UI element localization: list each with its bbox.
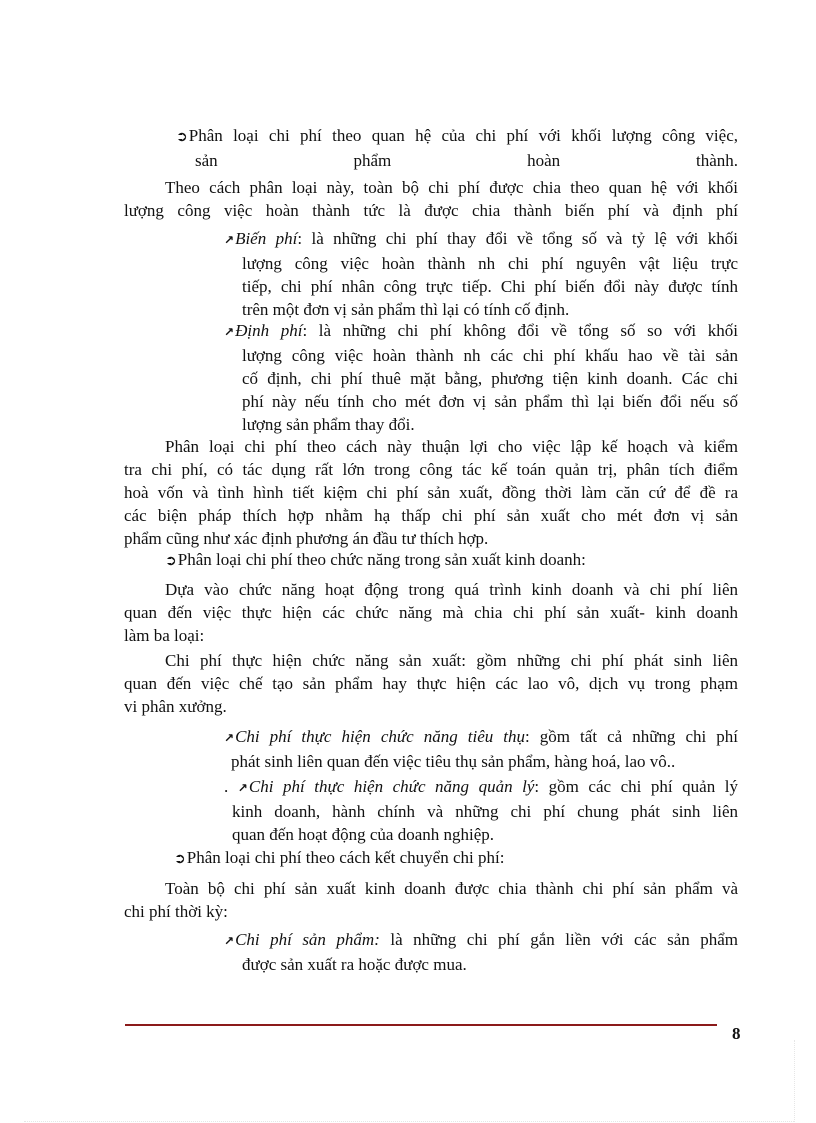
paragraph-cost-behavior-benefits: Phân loại chi phí theo cách này thuận lợi cho việc lập kế hoạch và kiểm tra chi phí, có tác dụng rất lớn trong công tác kế toán quản trị, phân tích điểm hoà vốn và tình hình tiết kiệm chi phí sản xuất, đồng thời làm căn cứ để đề ra các biện pháp thích hợp nhằm hạ thấp chi phí sản xuất cho mét đơn vị sản phẩm cũng như xác định phương án đầu tư thích hợp. (124, 437, 738, 548)
list-item-management-function: . ↗Chi phí thực hiện chức năng quản lý: gồm các chi phí quản lý kinh doanh, hành chính và những chi phí chung phát sinh liên quan đến hoạt động của doanh nghiệp. (224, 777, 738, 844)
arrow-right-icon: ➲ (165, 553, 177, 569)
arrow-up-right-icon: ↗ (224, 934, 235, 948)
list-item-fixed-cost: ↗Định phí: là những chi phí không đổi về tổng số so với khối lượng công việc hoàn thành nh các chi phí khấu hao về tài sản cố định, chi phí thuê mặt bằng, phương tiện kinh doanh. Các chi phí này nếu tính cho mét đơn vị sản phẩm thì lại biến đổi nếu số lượng sản phẩm thay đổi. (224, 321, 738, 434)
paragraph-transfer-intro: Toàn bộ chi phí sản xuất kinh doanh được chia thành chi phí sản phẩm và chi phí thời kỳ: (124, 879, 738, 921)
arrow-right-icon: ➲ (174, 851, 186, 867)
paragraph-production-function: Chi phí thực hiện chức năng sản xuất: gồm những chi phí phát sinh liên quan đến việc chế tạo sản phẩm hay thực hiện các lao vô, dịch vụ trong phạm vi phân xưởng. (124, 651, 738, 716)
arrow-right-icon: ➲ (176, 129, 188, 145)
paragraph-cost-behavior-intro: Theo cách phân loại này, toàn bộ chi phí được chia theo quan hệ với khối lượng công việc hoàn thành tức là được chia thành biến phí và định phí (124, 178, 738, 220)
footer-rule (125, 1024, 717, 1026)
paragraph-function-intro: Dựa vào chức năng hoạt động trong quá trình kinh doanh và chi phí liên quan đến việc thực hiện các chức năng mà chia chi phí sản xuất- kinh doanh làm ba loại: (124, 580, 738, 645)
list-item-product-cost: ↗Chi phí sản phẩm: là những chi phí gắn liền với các sản phẩm được sản xuất ra hoặc được mua. (224, 930, 738, 974)
section-heading-cost-behavior: ➲Phân loại chi phí theo quan hệ của chi phí với khối lượng công việc, sản phẩm hoàn thành. (176, 126, 738, 170)
arrow-up-right-icon: ↗ (224, 325, 235, 339)
page-edge-bottom (24, 1121, 794, 1122)
list-item-sales-function: ↗Chi phí thực hiện chức năng tiêu thụ: gồm tất cả những chi phí phát sinh liên quan đến việc tiêu thụ sản phẩm, hàng hoá, lao vô.. (224, 727, 739, 771)
section-heading-function: ➲Phân loại chi phí theo chức năng trong sản xuất kinh doanh: (165, 550, 586, 569)
page-edge-right (794, 1040, 795, 1122)
page-number: 8 (732, 1024, 741, 1043)
arrow-up-right-icon: ↗ (237, 781, 248, 795)
section-heading-transfer: ➲Phân loại chi phí theo cách kết chuyển chi phí: (174, 848, 505, 867)
list-item-variable-cost: ↗Biến phí: là những chi phí thay đổi về tổng số và tỷ lệ với khối lượng công việc hoàn thành nh chi phí nguyên vật liệu trực tiếp, chi phí nhân công trực tiếp. Chi phí biến đổi này được tính trên một đơn vị sản phẩm thì lại có tính cố định. (224, 229, 738, 319)
arrow-up-right-icon: ↗ (224, 731, 235, 745)
arrow-up-right-icon: ↗ (224, 233, 235, 247)
